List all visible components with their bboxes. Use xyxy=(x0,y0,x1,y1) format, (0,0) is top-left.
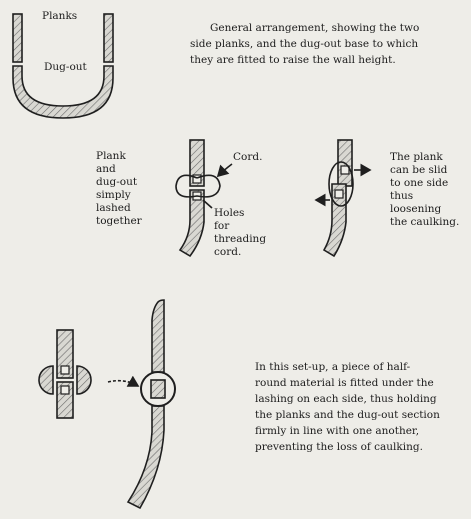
dugout-base xyxy=(13,66,113,118)
cord-label: Cord. xyxy=(233,151,263,163)
dugout-label: Dug-out xyxy=(44,61,87,73)
assembly-dugout xyxy=(128,406,164,508)
slid-hole-bottom xyxy=(335,190,343,198)
planks-label: Planks xyxy=(42,10,78,22)
half-round-right xyxy=(77,366,91,394)
detail-hole-bottom xyxy=(61,386,69,394)
plank-lashed-label: Plank and dug-out simply lashed together xyxy=(96,150,142,227)
detail-hole-top xyxy=(61,366,69,374)
assembly-pointer xyxy=(108,381,138,386)
half-round-assembly xyxy=(108,300,175,508)
right-side-plank xyxy=(104,14,113,62)
setup-caption: In this set-up, a piece of half- round material is fitted under the lashing on each side, thus holding the planks and the dug-out section firmly in line with one another, preventing the loss of caulking. xyxy=(255,361,440,453)
plank-slid-label: The plank can be slid to one side thus loosening the caulking. xyxy=(390,151,460,228)
holes-label: Holes for threading cord. xyxy=(214,207,267,258)
slid-hole-top xyxy=(341,166,349,174)
slid-figure xyxy=(316,140,370,256)
half-round-left xyxy=(39,366,53,394)
cord-pointer xyxy=(218,164,232,176)
general-caption: General arrangement, showing the two side planks, and the dug-out base to which they are fitted to raise the wall height. xyxy=(190,22,420,66)
assembly-core xyxy=(151,380,165,398)
left-side-plank xyxy=(13,14,22,62)
assembly-plank xyxy=(152,300,164,372)
half-round-detail xyxy=(39,330,91,418)
